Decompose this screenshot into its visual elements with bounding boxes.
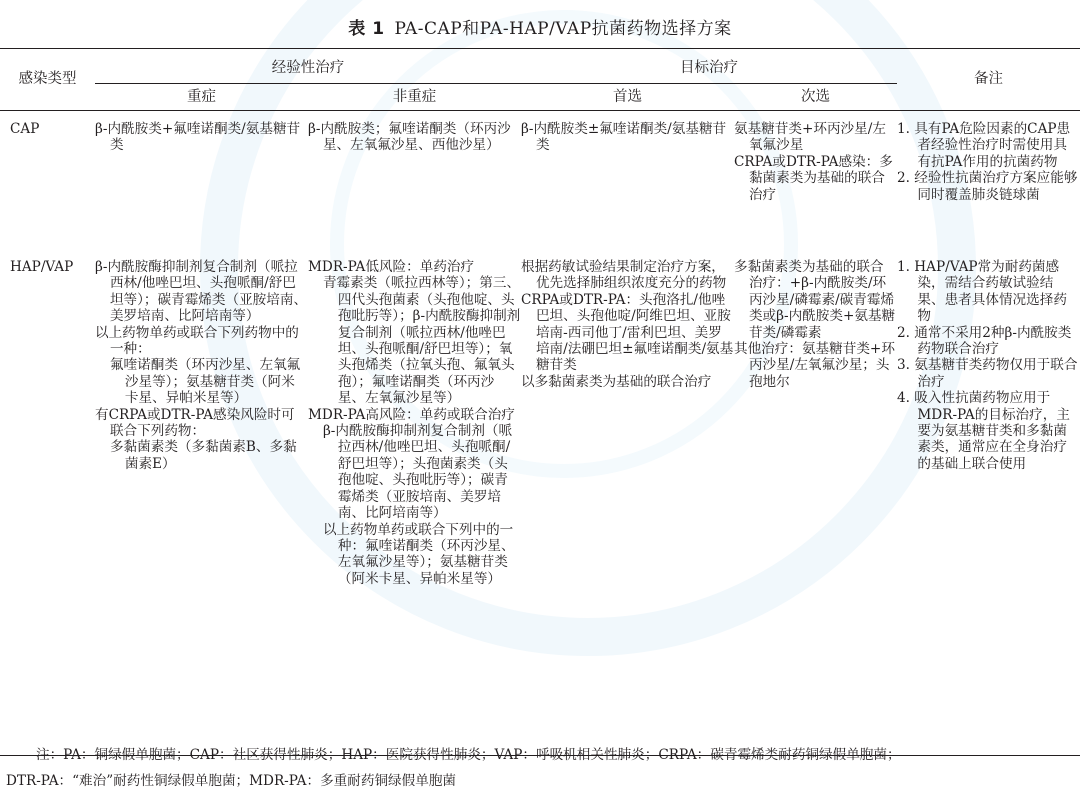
table-title-text: PA-CAP和PA-HAP/VAP抗菌药物选择方案 [394,19,732,39]
hap-first-text-3: 以多黏菌素类为基础的联合治疗 [521,373,712,390]
header-empirical-label: 经验性治疗 [271,59,345,76]
hap-non-severe [308,259,521,756]
hap-severe-text-3: 氟喹诺酮类（环丙沙星、左氧氟沙星等）；氨基糖苷类（阿米卡星、异帕米星等） [109,357,301,407]
header-infection-type: 感染类型 [0,49,95,111]
table-title [0,14,1080,39]
cap-first [521,111,734,260]
cap-severe [95,111,308,260]
hap-remark-1: 1. HAP/VAP常为耐药菌感染，需结合药敏试验结果、患者具体情况选择药物 [897,259,1067,325]
hap-remarks [897,259,1080,756]
hap-severe [95,259,308,756]
hap-remark-4: 4. 吸入性抗菌药物应用于MDR-PA的目标治疗，主要为氨基糖苷类和多黏菌素类，通常应在全身治疗的基础上联合使用 [897,390,1070,472]
table-number: 表 1 [348,19,385,39]
cap-remark-2: 2. 经验性抗菌治疗方案应能够同时覆盖肺炎链球菌 [897,170,1078,203]
hap-severe-text-5: 多黏菌素类（多黏菌素B、多黏菌素E） [109,439,297,472]
hap-remark-2: 2. 通常不采用2种β-内酰胺类药物联合治疗 [897,324,1072,358]
footnote-line-2: DTR-PA：“难治”耐药性铜绿假单胞菌；MDR-PA：多重耐药铜绿假单胞菌 [6,773,457,789]
hap-non-severe-text-5: 以上药物单药或联合下列中的一种：氟喹诺酮类（环丙沙星、左氧氟沙星等）；氨基糖苷类（阿米卡星、异帕米星等） [322,521,515,587]
hap-non-severe-text-3: MDR-PA高风险：单药或联合治疗 [308,406,515,423]
row-cap [0,111,1080,260]
hap-non-severe-text-2: 青霉素类（哌拉西林等）；第三、四代头孢菌素（头孢他啶、头孢吡肟等）；β-内酰胺酶抑制剂复合制剂（哌拉西林/他唑巴坦、头孢哌酮/舒巴坦等）；氧头孢烯类（拉氧头孢、氟氧头孢）；氟喹诺酮类（环丙沙星、左氧氟沙星等） [322,275,521,407]
hap-second [734,259,897,756]
header-severe: 重症 [95,84,308,111]
cap-remarks [897,111,1080,260]
header-empirical [95,49,521,84]
hap-non-severe-text-4: β-内酰胺酶抑制剂复合制剂（哌拉西林/他唑巴坦、头孢哌酮/舒巴坦等）；头孢菌素类（头孢他啶、头孢吡肟等）；碳青霉烯类（亚胺培南、美罗培南、比阿培南等） [322,423,513,522]
footnote [0,742,1080,794]
hap-first [521,259,734,756]
hap-severe-text-2: 以上药物单药或联合下列药物中的一种： [95,324,299,358]
hap-second-text-1: 多黏菌素类为基础的联合治疗：+β-内酰胺类/环丙沙星/磷霉素/碳青霉烯类或β-内酰胺类+氨基糖苷类/磷霉素 [734,259,896,341]
cap-type: CAP [10,121,40,137]
antibiotic-table [0,48,1080,756]
cap-non-severe-text: β-内酰胺类；氟喹诺酮类（环丙沙星、左氧氟沙星、西他沙星） [308,121,511,154]
row-hap-vap [0,259,1080,756]
header-targeted [521,49,897,84]
header-targeted-label: 目标治疗 [680,59,738,76]
footnote-line-1: 注：PA：铜绿假单胞菌；CAP：社区获得性肺炎；HAP：医院获得性肺炎；VAP：呼吸机相关性肺炎；CRPA：碳青霉烯类耐药铜绿假单胞菌； [36,747,901,763]
cap-non-severe [308,111,521,260]
hap-first-text-2: CRPA或DTR-PA：头孢洛扎/他唑巴坦、头孢他啶/阿维巴坦、亚胺培南-西司他丁/雷利巴坦、美罗培南/法硼巴坦±氟喹诺酮类/氨基糖苷类 [521,291,734,374]
header-second-choice: 次选 [734,84,897,111]
header-first-choice: 首选 [521,84,734,111]
header-non-severe: 非重症 [308,84,521,111]
hap-severe-text-1: β-内酰胺酶抑制剂复合制剂（哌拉西林/他唑巴坦、头孢哌酮/舒巴坦等）；碳青霉烯类（亚胺培南、美罗培南、比阿培南等） [95,259,308,325]
header-remarks: 备注 [897,49,1080,111]
cap-remark-1: 1. 具有PA危险因素的CAP患者经验性治疗时需使用具有抗PA作用的抗菌药物 [897,121,1071,170]
cap-first-text: β-内酰胺类±氟喹诺酮类/氨基糖苷类 [521,121,727,154]
hap-type: HAP/VAP [10,259,74,275]
hap-remark-3: 3. 氨基糖苷类药物仅用于联合治疗 [897,357,1078,390]
hap-non-severe-text-1: MDR-PA低风险：单药治疗 [308,259,475,275]
header-row-1 [0,49,1080,84]
hap-second-text-2: 其他治疗：氨基糖苷类+环丙沙星/左氧氟沙星；头孢地尔 [734,341,895,390]
cap-second-text-1: 氨基糖苷类+环丙沙星/左氧氟沙星 [734,121,886,154]
cap-second [734,111,897,260]
cap-severe-text: β-内酰胺类+氟喹诺酮类/氨基糖苷类 [95,121,301,154]
cap-second-text-2: CRPA或DTR-PA感染：多黏菌素类为基础的联合治疗 [734,153,893,203]
hap-first-text-1: 根据药敏试验结果制定治疗方案，优先选择肺组织浓度充分的药物 [521,259,727,292]
hap-severe-text-4: 有CRPA或DTR-PA感染风险时可联合下列药物： [95,406,295,440]
